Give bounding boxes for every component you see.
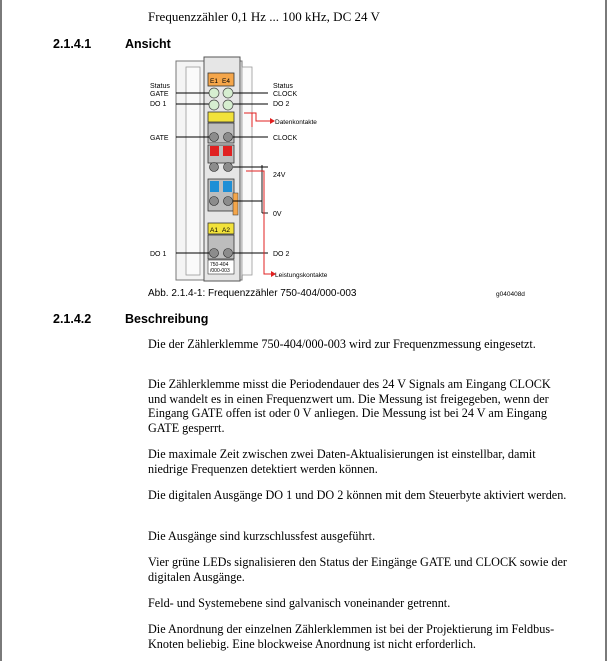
- paragraph: Die Ausgänge sind kurzschlussfest ausgeführt.: [148, 529, 376, 543]
- status-led-gate: [209, 88, 219, 98]
- clamp-do2: [224, 249, 233, 258]
- marking-e4: E4: [222, 78, 230, 85]
- red-marker-left: [210, 146, 219, 156]
- orange-side-marker: [233, 193, 238, 215]
- section-number: 2.1.4.2: [53, 312, 92, 326]
- right-label-clock-led: CLOCK: [273, 91, 298, 98]
- right-label-power-contacts: Leistungskontakte: [275, 272, 328, 279]
- paragraph: Die Zählerklemme misst die Periodendauer des 24 V Signals am Eingang CLOCK und wandelt es in einen Frequenzwert um. Die Messung ist freigegeben, wenn der Eingang GATE offen ist oder 0 V anliegen. Die Messung ist bei 24 V am Eingang GATE gesperrt.: [148, 377, 551, 435]
- left-label-gate-led: GATE: [150, 91, 169, 98]
- section-number: 2.1.4.1: [53, 37, 92, 51]
- paragraph: Die Anordnung der einzelnen Zählerklemmen ist bei der Projektierung im Feldbus-Knoten beliebig. Eine blockweise Anordnung ist nicht erforderlich.: [148, 622, 555, 651]
- left-label-status: Status: [150, 83, 170, 90]
- right-label-0v: 0V: [273, 211, 282, 218]
- right-label-data-contacts: Datenkontakte: [275, 119, 317, 126]
- yellow-marker-block: [208, 112, 234, 122]
- section-title: Ansicht: [125, 37, 171, 51]
- paragraph: Vier grüne LEDs signalisieren den Status der Eingänge GATE und CLOCK sowie der digitalen Ausgänge.: [148, 555, 567, 584]
- clamp-0v-right: [224, 197, 233, 206]
- left-label-do1-clamp: DO 1: [150, 251, 167, 258]
- type-label-line1: 750-404: [210, 262, 229, 268]
- right-label-clock-clamp: CLOCK: [273, 135, 298, 142]
- left-label-do1-led: DO 1: [150, 101, 167, 108]
- clamp-gate: [210, 133, 219, 142]
- module-slot-strip: [186, 67, 200, 275]
- type-label-line2: /000-003: [210, 268, 230, 274]
- clamp-24v-left: [210, 163, 219, 172]
- paragraph: Feld- und Systemebene sind galvanisch voneinander getrennt.: [148, 596, 451, 610]
- marking-a2: A2: [222, 227, 230, 234]
- blue-marker-right: [223, 181, 232, 192]
- clamp-0v-left: [210, 197, 219, 206]
- right-label-24v: 24V: [273, 172, 286, 179]
- paragraph: Die maximale Zeit zwischen zwei Daten-Aktualisierungen ist einstellbar, damit niedrige Frequenzen detektiert werden können.: [148, 447, 536, 476]
- right-label-do2-clamp: DO 2: [273, 251, 290, 258]
- page-header-title: Frequenzzähler 0,1 Hz ... 100 kHz, DC 24 V: [148, 9, 380, 24]
- marking-e1: E1: [210, 78, 218, 85]
- paragraph: Die der Zählerklemme 750-404/000-003 wird zur Frequenzmessung eingesetzt.: [148, 337, 536, 351]
- clamp-do1: [210, 249, 219, 258]
- clamp-24v-right: [224, 163, 233, 172]
- marking-a1: A1: [210, 227, 218, 234]
- terminal-module-figure: [0, 55, 607, 287]
- status-led-do1: [209, 100, 219, 110]
- figure-code: g040408d: [496, 291, 525, 298]
- paragraph: Die digitalen Ausgänge DO 1 und DO 2 können mit dem Steuerbyte aktiviert werden.: [148, 488, 567, 502]
- blue-marker-left: [210, 181, 219, 192]
- figure-caption: Abb. 2.1.4-1: Frequenzzähler 750-404/000-003: [148, 288, 357, 299]
- status-led-clock: [223, 88, 233, 98]
- left-label-gate-clamp: GATE: [150, 135, 169, 142]
- section-title: Beschreibung: [125, 312, 209, 326]
- status-led-do2: [223, 100, 233, 110]
- right-label-status: Status: [273, 83, 293, 90]
- right-label-do2-led: DO 2: [273, 101, 290, 108]
- red-marker-right: [223, 146, 232, 156]
- clamp-clock: [224, 133, 233, 142]
